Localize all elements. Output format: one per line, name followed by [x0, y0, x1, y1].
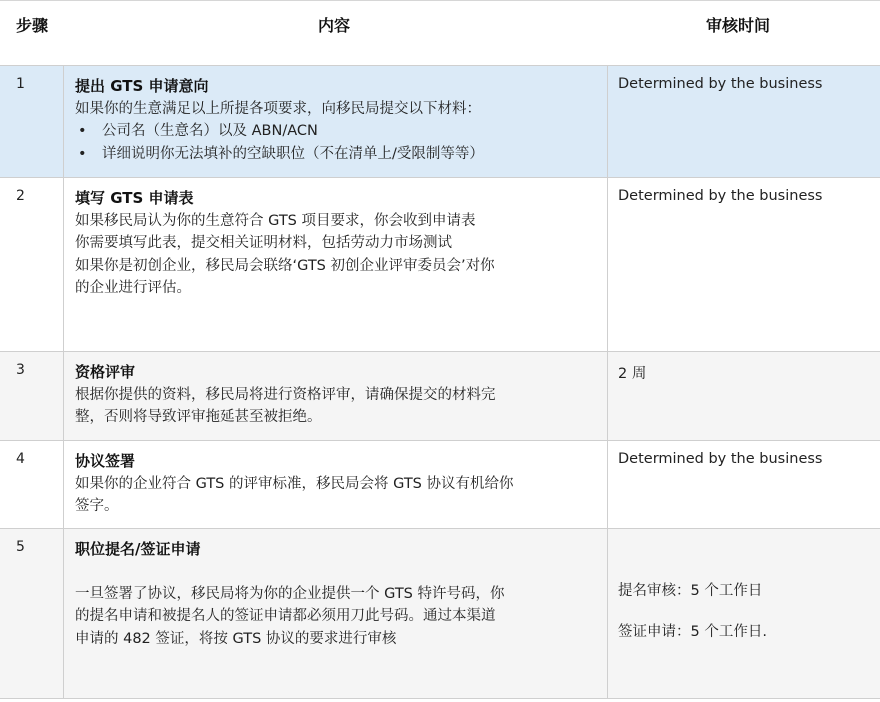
- table-row: [0, 178, 880, 352]
- review-time: Determined by the business: [618, 451, 823, 467]
- list-item: • 详细说明你无法填补的空缺职位（不在清单上/受限制等等）: [75, 143, 607, 166]
- step-content: [64, 178, 608, 351]
- bullet-list: [75, 120, 607, 165]
- table-header: [0, 0, 880, 66]
- step-content: [64, 529, 608, 698]
- step-text: 签字。: [75, 498, 119, 514]
- step-text: 你需要填写此表，提交相关证明材料，包括劳动力市场测试: [75, 235, 452, 251]
- step-text: 一旦签署了协议，移民局将为你的企业提供一个 GTS 特许号码，你: [75, 585, 505, 602]
- step-text: 整，否则将导致评审拖延甚至被拒绝。: [75, 409, 322, 425]
- review-time: Determined by the business: [618, 188, 823, 204]
- step-number: 4: [0, 441, 64, 528]
- header-time: 审核时间: [706, 16, 771, 35]
- nomination-review-time: 提名审核：5 个工作日: [618, 583, 763, 599]
- step-text: 的提名申请和被提名人的签证申请都必须用刀此号码。通过本渠道: [75, 608, 496, 624]
- step-content: [64, 66, 608, 177]
- table-row: [0, 441, 880, 529]
- step-number: 2: [0, 178, 64, 351]
- review-time: [608, 529, 880, 698]
- table-row: [0, 66, 880, 178]
- step-text: 申请的 482 签证，将按 GTS 协议的要求进行审核: [75, 630, 397, 647]
- step-text: 根据你提供的资料，移民局将进行资格评审，请确保提交的材料完: [75, 386, 496, 403]
- step-title: 资格评审: [75, 363, 136, 381]
- table-row: [0, 352, 880, 441]
- visa-review-time: 签证申请：5 个工作日.: [618, 624, 767, 640]
- step-number: 1: [0, 66, 64, 177]
- review-time: Determined by the business: [618, 76, 823, 92]
- step-title: 提出 GTS 申请意向: [75, 77, 209, 95]
- step-text: 如果你的生意满足以上所提各项要求，向移民局提交以下材料：: [75, 100, 481, 117]
- header-content: 内容: [318, 16, 351, 35]
- header-step: 步骤: [16, 16, 49, 35]
- step-text: 如果你是初创企业，移民局会联络‘GTS 初创企业评审委员会’对你: [75, 257, 495, 274]
- step-number: 5: [0, 529, 64, 698]
- list-item: • 公司名（生意名）以及 ABN/ACN: [75, 120, 607, 143]
- step-text: 如果你的企业符合 GTS 的评审标准，移民局会将 GTS 协议有机给你: [75, 475, 514, 492]
- step-text: 的企业进行评估。: [75, 280, 191, 296]
- table-row: [0, 529, 880, 699]
- step-content: [64, 441, 608, 528]
- step-number: 3: [0, 352, 64, 440]
- step-title: 协议签署: [75, 452, 136, 470]
- step-title: 职位提名/签证申请: [75, 540, 201, 558]
- review-time: 2 周: [618, 366, 647, 382]
- step-content: [64, 352, 608, 440]
- step-text: 如果移民局认为你的生意符合 GTS 项目要求，你会收到申请表: [75, 212, 476, 229]
- step-title: 填写 GTS 申请表: [75, 189, 194, 207]
